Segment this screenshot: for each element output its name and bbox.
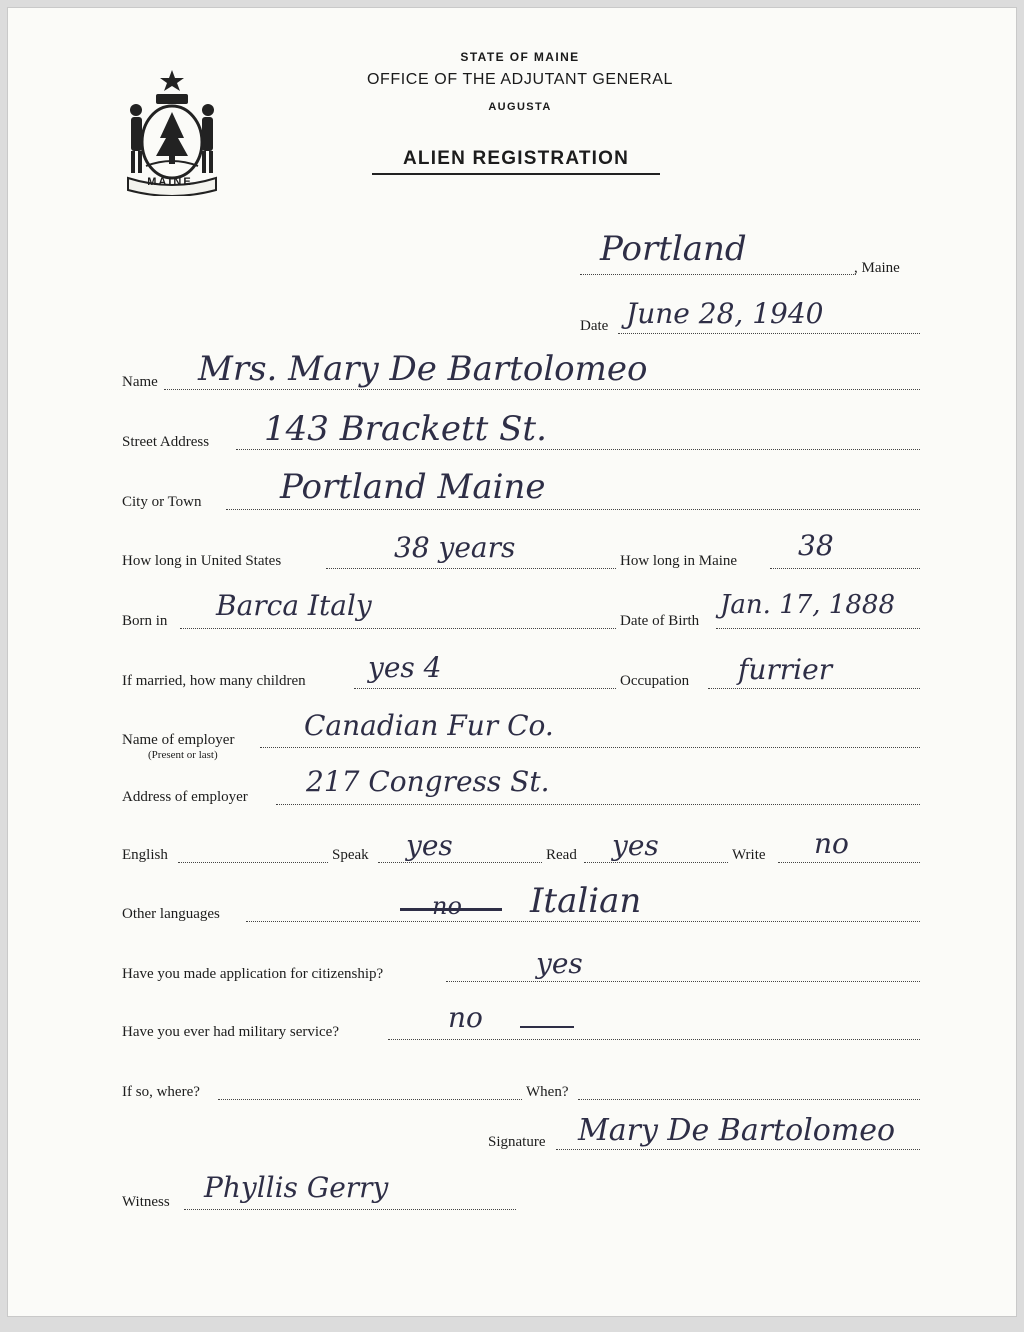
other-languages-label: Other languages xyxy=(122,906,220,922)
write-value: no xyxy=(814,827,849,860)
speak-label: Speak xyxy=(332,847,369,863)
seal-banner-text: MAINE xyxy=(147,176,193,188)
street-address-line xyxy=(236,449,920,450)
write-label: Write xyxy=(732,847,766,863)
name-value: Mrs. Mary De Bartolomeo xyxy=(198,349,648,389)
date-of-birth-value: Jan. 17, 1888 xyxy=(720,590,895,620)
date-of-birth-label: Date of Birth xyxy=(620,613,700,629)
occupation-value: furrier xyxy=(738,653,833,686)
read-value: yes xyxy=(612,829,659,862)
married-children-value: yes 4 xyxy=(368,651,442,684)
signature-value: Mary De Bartolomeo xyxy=(578,1113,896,1148)
place-value: Portland xyxy=(600,229,747,269)
dash-mark xyxy=(520,1026,574,1028)
registration-form xyxy=(8,8,1016,1316)
born-in-line xyxy=(180,628,616,629)
read-label: Read xyxy=(546,847,577,863)
witness-line xyxy=(184,1209,516,1210)
born-in-value: Barca Italy xyxy=(216,589,372,622)
street-address-value: 143 Brackett St. xyxy=(264,409,547,449)
english-line xyxy=(178,862,328,863)
citizenship-label: Have you made application for citizenship? xyxy=(122,966,384,982)
name-label: Name xyxy=(122,374,158,390)
employer-address-value: 217 Congress St. xyxy=(306,765,550,798)
other-languages-value: Italian xyxy=(530,881,642,921)
employer-address-label: Address of employer xyxy=(122,789,248,805)
city-label: City or Town xyxy=(122,494,202,510)
military-line xyxy=(388,1039,920,1040)
born-in-label: Born in xyxy=(122,613,168,629)
married-children-line xyxy=(354,688,616,689)
how-long-us-value: 38 years xyxy=(394,531,516,564)
occupation-label: Occupation xyxy=(620,673,690,689)
place-line xyxy=(580,274,856,275)
employer-note: (Present or last) xyxy=(148,749,218,761)
when-line xyxy=(578,1099,920,1100)
if-so-where-line xyxy=(218,1099,522,1100)
street-address-label: Street Address xyxy=(122,434,210,450)
header-state: STATE OF MAINE xyxy=(460,50,580,64)
strike-through-mark xyxy=(400,908,502,911)
military-label: Have you ever had military service? xyxy=(122,1024,339,1040)
name-line xyxy=(164,389,920,390)
witness-label: Witness xyxy=(122,1194,170,1210)
form-title: ALIEN REGISTRATION xyxy=(372,148,660,175)
date-line xyxy=(618,333,920,334)
date-label: Date xyxy=(580,318,609,334)
military-value: no xyxy=(448,1001,483,1034)
header-city: AUGUSTA xyxy=(488,101,552,113)
how-long-maine-line xyxy=(770,568,920,569)
employer-name-value: Canadian Fur Co. xyxy=(304,709,554,742)
speak-line xyxy=(378,862,542,863)
speak-value: yes xyxy=(406,829,453,862)
city-value: Portland Maine xyxy=(280,467,546,507)
how-long-us-line xyxy=(326,568,616,569)
married-children-label: If married, how many children xyxy=(122,673,306,689)
citizenship-value: yes xyxy=(536,947,583,980)
other-languages-line xyxy=(246,921,920,922)
employer-name-label: Name of employer xyxy=(122,732,235,748)
how-long-us-label: How long in United States xyxy=(122,553,282,569)
read-line xyxy=(584,862,728,863)
witness-value: Phyllis Gerry xyxy=(204,1171,389,1204)
when-label: When? xyxy=(526,1084,569,1100)
maine-suffix: , Maine xyxy=(854,260,900,276)
employer-address-line xyxy=(276,804,920,805)
signature-line xyxy=(556,1149,920,1150)
date-value: June 28, 1940 xyxy=(626,297,824,330)
english-label: English xyxy=(122,847,168,863)
citizenship-line xyxy=(446,981,920,982)
date-of-birth-line xyxy=(716,628,920,629)
signature-label: Signature xyxy=(488,1134,546,1150)
if-so-where-label: If so, where? xyxy=(122,1084,200,1100)
occupation-line xyxy=(708,688,920,689)
city-line xyxy=(226,509,920,510)
write-line xyxy=(778,862,920,863)
other-languages-struck-value: no xyxy=(432,892,462,920)
header-office: OFFICE OF THE ADJUTANT GENERAL xyxy=(366,71,674,88)
employer-name-line xyxy=(260,747,920,748)
how-long-maine-label: How long in Maine xyxy=(620,553,738,569)
how-long-maine-value: 38 xyxy=(798,529,834,562)
